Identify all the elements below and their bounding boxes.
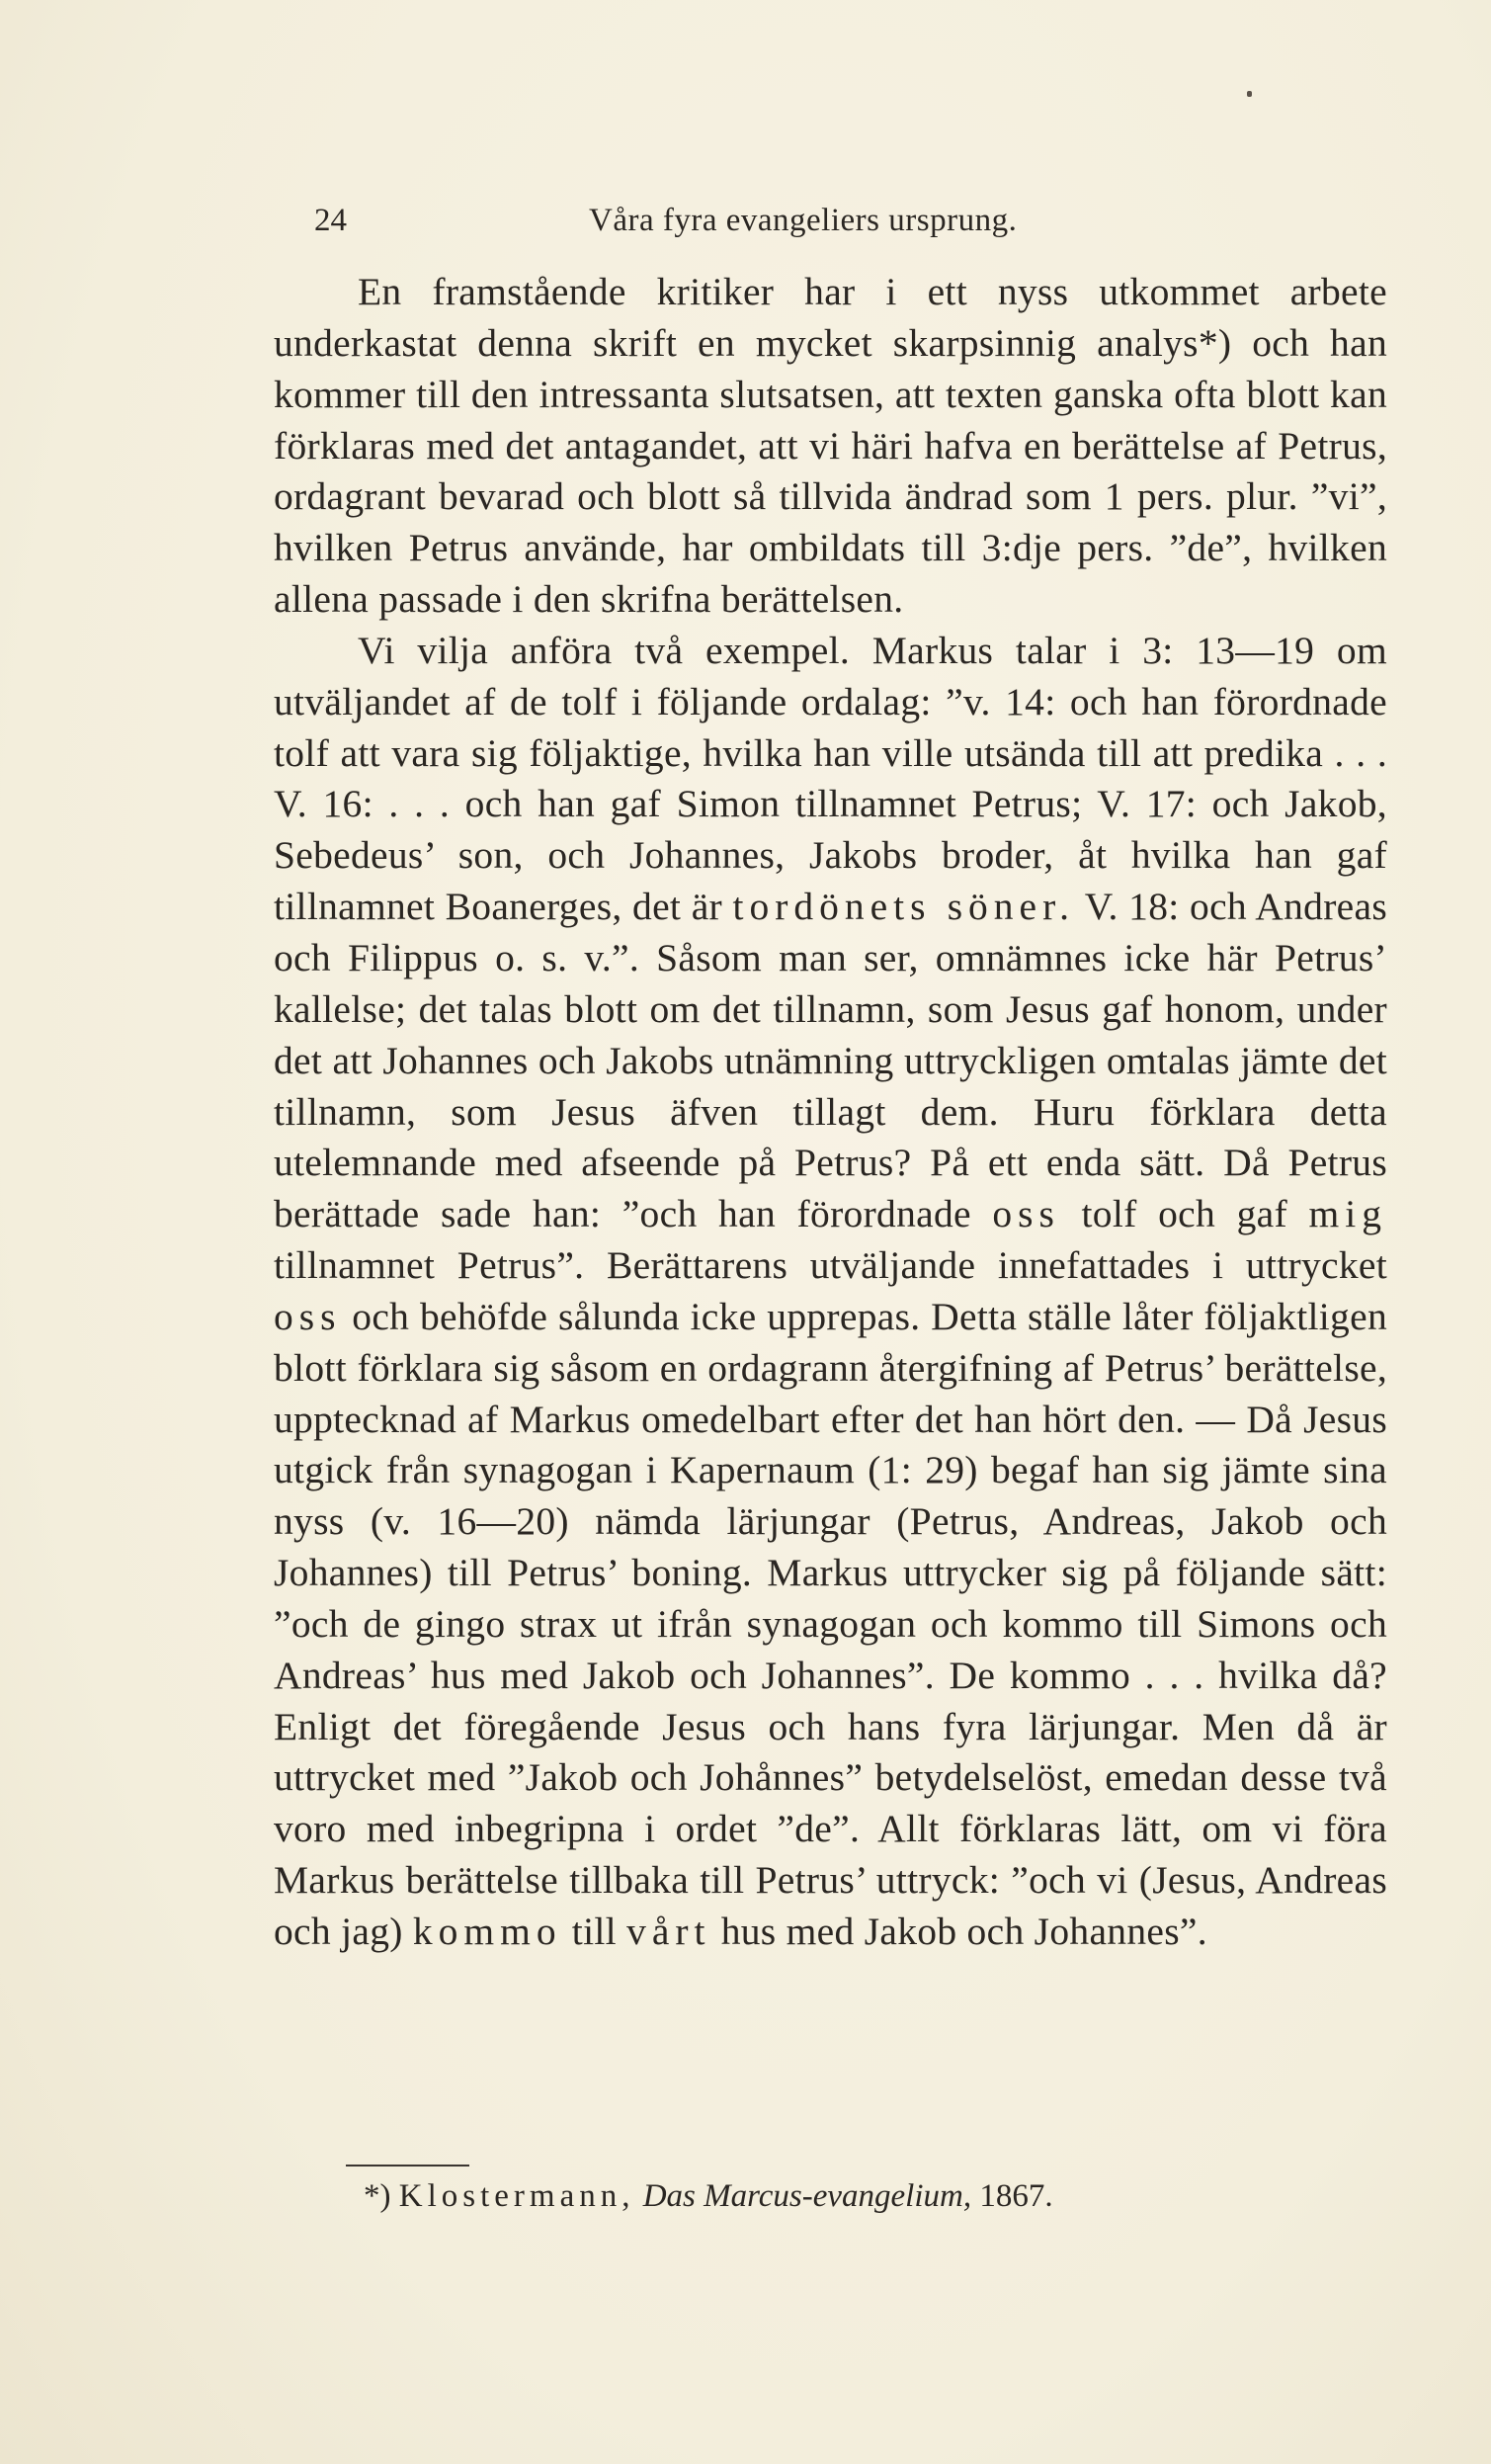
footnote: [364, 2174, 1352, 2218]
paragraph-1: En framstående kritiker har i ett nyss utkommet arbete underkastat denna skrift en mycket skarpsinnig analys*) och han kommer till den intressanta slutsatsen, att texten ganska ofta blott kan förklaras med det antagandet, att vi häri hafva en berättelse af Petrus, ordagrant bevarad och blott så tillvida ändrad som 1 pers. plur. ”vi”, hvilken Petrus använde, har ombildats till 3:dje pers. ”de”, hvilken allena passade i den skrifna berättelsen.: [274, 270, 1387, 622]
running-title: Våra fyra evangeliers ursprung.: [589, 203, 1018, 238]
footnote-work-title: Das Marcus-evangelium,: [642, 2178, 972, 2214]
body-text: [274, 267, 1387, 1958]
footnote-year: 1867.: [979, 2178, 1053, 2214]
text-segment: och behöfde sålunda icke upprepas. Detta ställe låter följaktligen blott förklara sig såsom en ordagrann återgifning af Petrus’ berättelse, upptecknad af Markus omedelbart efter det han hört den. — Då Jesus utgick från synagogan i Kapernaum (1: 29) begaf han sig jämte sina nyss (v. 16—20) nämda lärjungar (Petrus, Andreas, Jakob och Johannes) till Petrus’ boning. Markus uttrycker sig på följande sätt: ”och de gingo strax ut ifrån synagogan och kommo till Simons och Andreas’ hus med Jakob och Johannes”. De kommo . . . hvilka då? Enligt det föregående Jesus och hans fyra lärjungar. Men då är uttrycket med ”Jakob och Johånnes” betydelselöst, emedan desse två voro med inbegripna i ordet ”de”. Allt förklaras lätt, om vi föra Markus berättelse tillbaka till Petrus’ uttryck: ”och vi (Jesus, Andreas och jag): [274, 1294, 1387, 1953]
page-header: [314, 203, 1401, 252]
emphasized-text: vårt: [626, 1910, 711, 1953]
text-segment: hus med Jakob och Johannes”.: [720, 1910, 1207, 1953]
text-segment: Vi vilja anföra två exempel. Markus talar i 3: 13—19 om utväljandet af de tolf i följande ordalag: ”v. 14: och han förordnade tolf att vara sig följaktige, hvilka han ville utsända till att predika . . . V. 16: . . . och han gaf Simon tillnamnet Petrus; V. 17: och Jakob, Sebedeus’ son, och Johannes, Jakobs broder, åt hvilka han gaf tillnamnet Boanerges, det är: [274, 628, 1387, 929]
emphasized-text: oss: [274, 1294, 342, 1338]
footnote-marker: *): [364, 2178, 391, 2214]
footnote-author: Klostermann,: [398, 2178, 635, 2214]
footnote-rule: [346, 2165, 469, 2167]
emphasized-text: oss: [992, 1192, 1060, 1236]
text-segment: V. 18: och Andreas och Filippus o. s. v.”. Såsom man ser, omnämnes icke här Petrus’ kallelse; det talas blott om det tillnamn, som Jesus gaf honom, under det att Johannes och Jakobs utnämning uttryckligen omtalas jämte det tillnamn, som Jesus äfven tillagt dem. Huru förklara detta utelemnande med afseende på Petrus? På ett enda sätt. Då Petrus berättade sade han: ”och han förordnade: [274, 885, 1387, 1236]
ink-speck: [1247, 91, 1252, 97]
text-segment: tolf och gaf: [1081, 1192, 1287, 1236]
emphasized-text: kommo: [412, 1910, 562, 1953]
text-segment: till: [571, 1910, 617, 1953]
paragraph-2: [274, 626, 1387, 1958]
emphasized-text: mig: [1308, 1192, 1387, 1236]
emphasized-text: tordönets söner.: [732, 885, 1075, 929]
text-segment: tillnamnet Petrus”. Berättarens utväljande innefattades i uttrycket: [274, 1243, 1387, 1288]
page-number: 24: [314, 203, 347, 238]
